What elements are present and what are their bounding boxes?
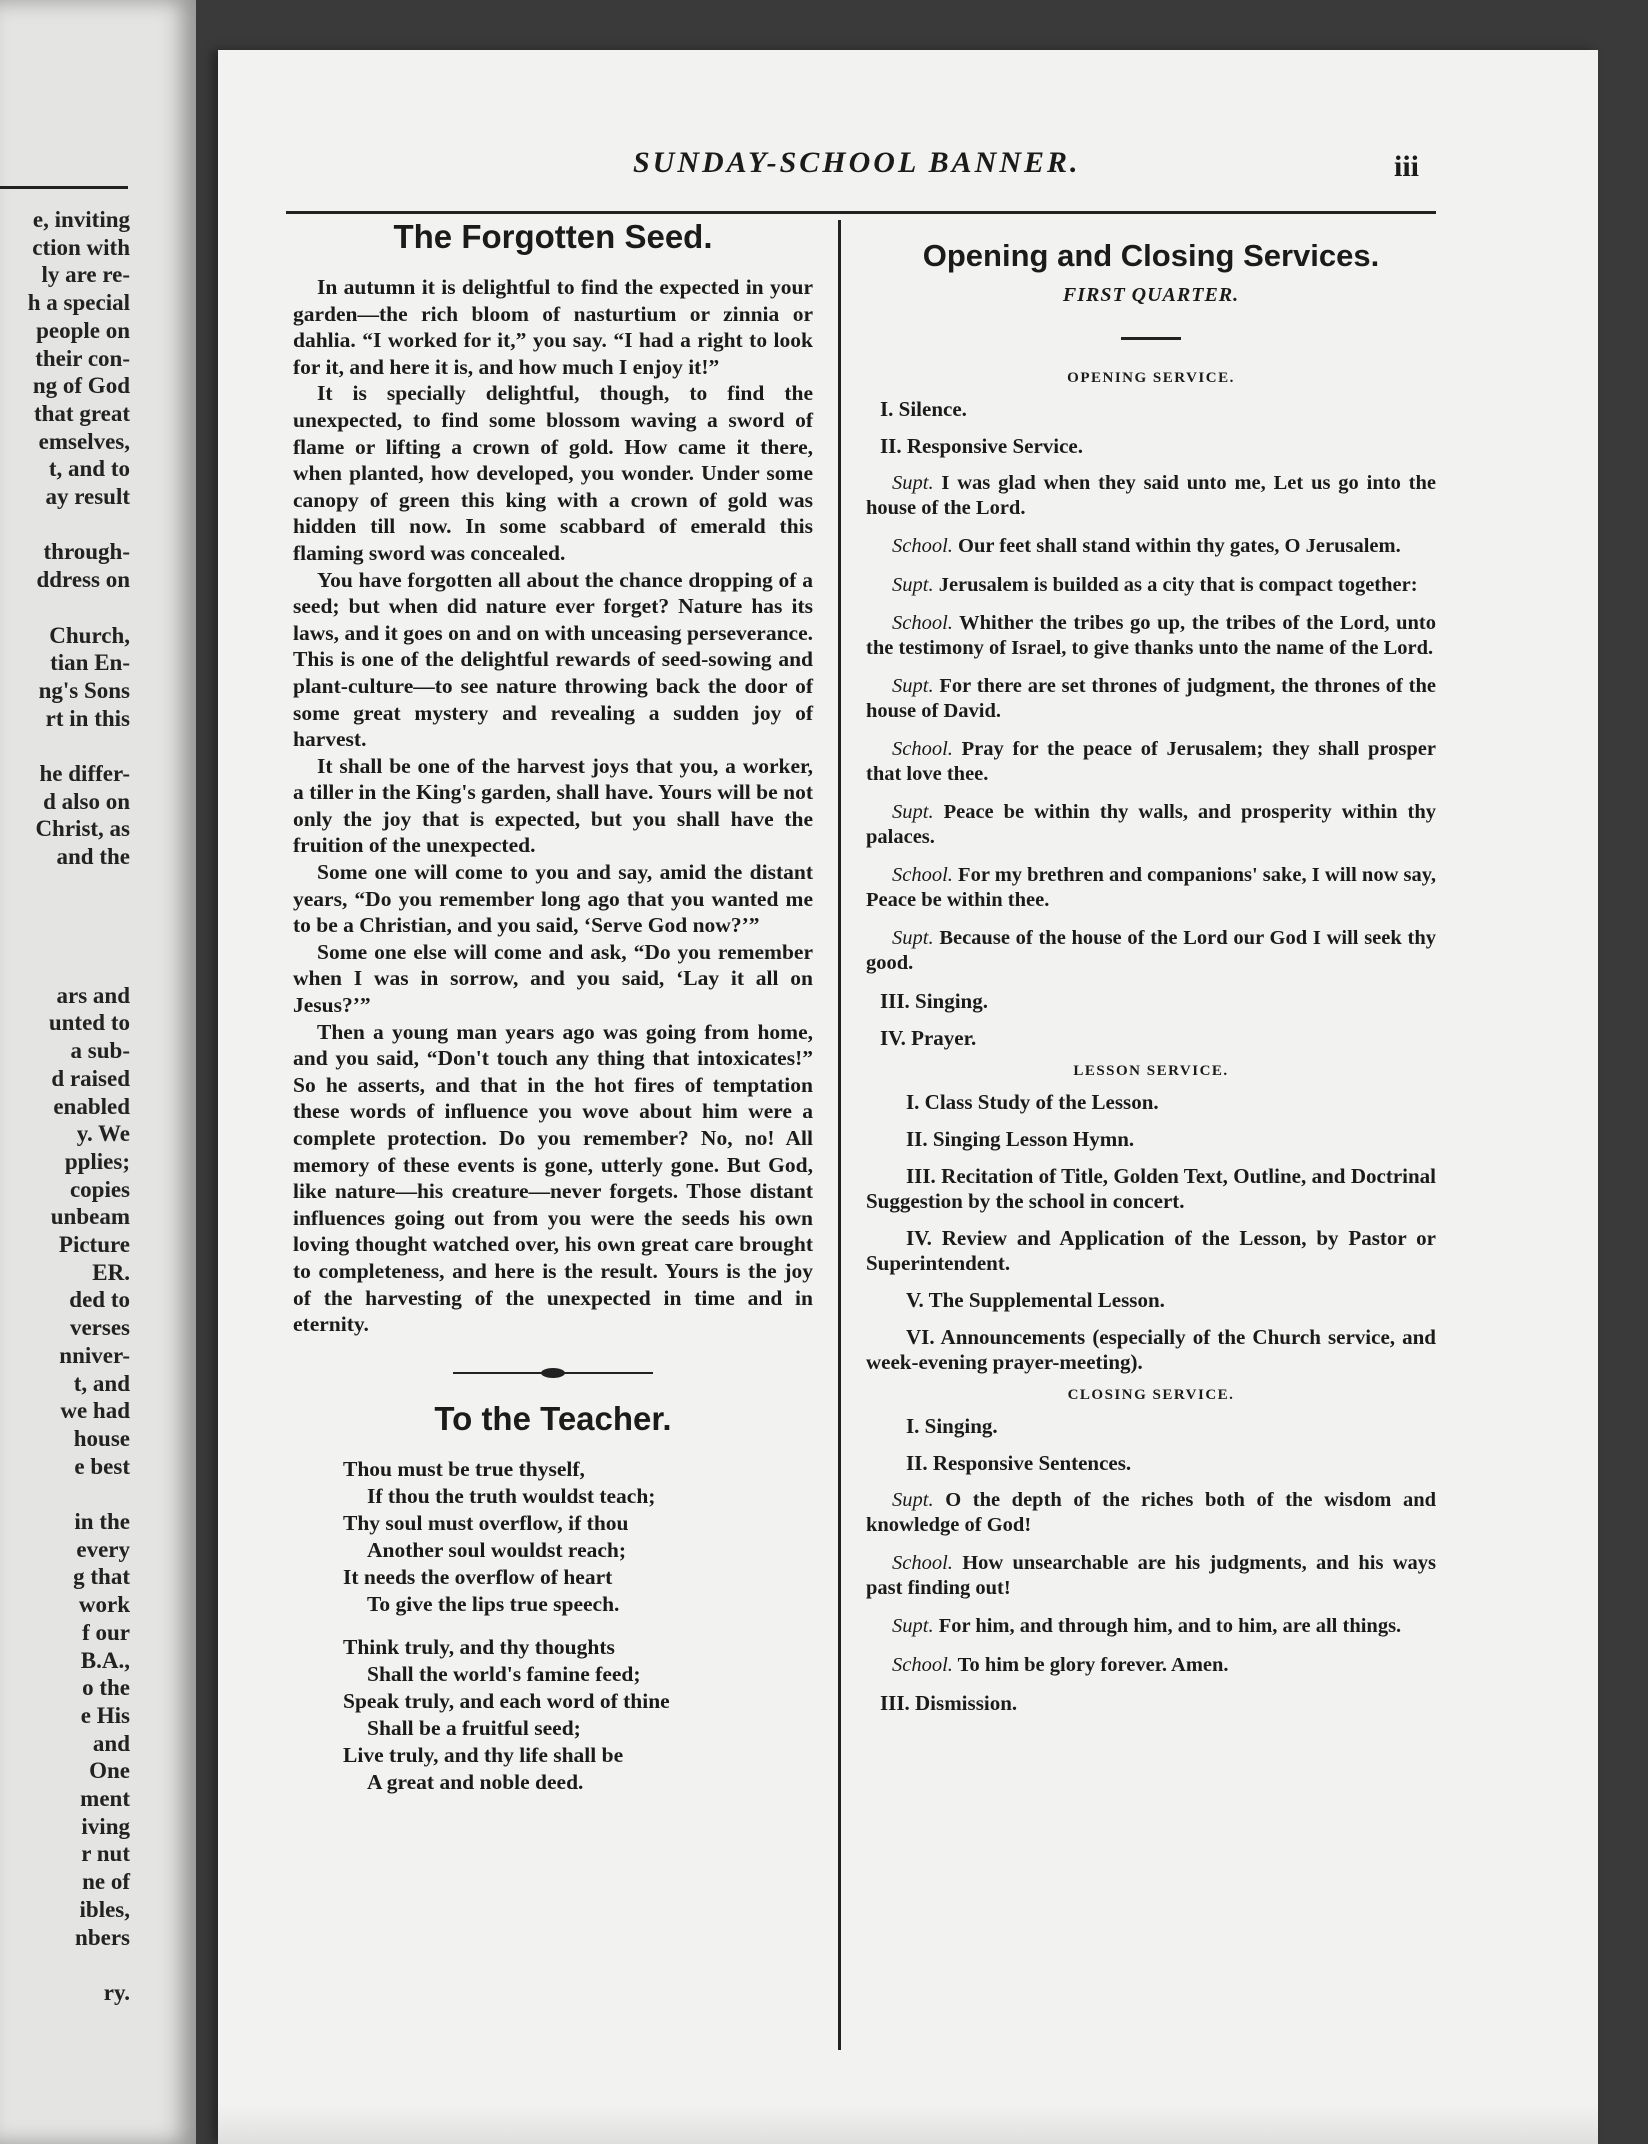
responsive-line	[866, 674, 1436, 723]
fragment-line	[28, 1951, 130, 1979]
fragment-line: ars and	[56, 982, 130, 1008]
speaker-label: Supt.	[892, 675, 934, 697]
fragment-line: B.A.,	[80, 1647, 130, 1673]
adjacent-page-text	[28, 206, 130, 2007]
short-rule	[1121, 337, 1181, 340]
paragraph: It shall be one of the harvest joys that you, a worker, a tiller in the King's garden, shall have. Yours will be not only the joy that is expected, but you shall have the fruition of the unexpected.	[293, 753, 813, 858]
fragment-line: ibles,	[79, 1896, 130, 1922]
response-text: Our feet shall stand within thy gates, O Jerusalem.	[952, 535, 1401, 557]
service-item: II. Responsive Sentences.	[906, 1451, 1132, 1475]
paragraph: You have forgotten all about the chance dropping of a seed; but when did nature ever forget? Nature has its laws, and it goes on and on with unceasing perseverance. This is one of the delightful rewards of seed-sowing and plant-culture—to see nature throwing back the door of some great mystery and revealing a sudden joy of harvest.	[293, 567, 813, 752]
responsive-line	[866, 800, 1436, 849]
service-item: I. Class Study of the Lesson.	[906, 1090, 1159, 1114]
fragment-line: ne of	[82, 1869, 130, 1895]
speaker-label: School.	[892, 535, 953, 557]
section-ornament	[453, 1366, 653, 1380]
service-item: I. Silence.	[880, 397, 967, 421]
poem-line: If thou the truth wouldst teach;	[367, 1483, 656, 1508]
poem-line: A great and noble deed.	[367, 1769, 584, 1794]
response-text: Jerusalem is builded as a city that is compact together:	[933, 573, 1418, 596]
services-title: Opening and Closing Services.	[922, 238, 1380, 273]
fragment-line: a sub-	[70, 1038, 130, 1064]
fragment-line	[28, 1480, 130, 1508]
poem-stanza	[343, 1456, 813, 1618]
service-item: II. Responsive Service.	[880, 434, 1083, 458]
poem-line: Live truly, and thy life shall be	[343, 1742, 624, 1767]
poem-line: Speak truly, and each word of thine	[343, 1688, 670, 1713]
responsive-line	[866, 1614, 1436, 1639]
poem-line: It needs the overflow of heart	[343, 1564, 613, 1589]
fragment-line: ng of God	[32, 373, 130, 399]
fragment-line: o the	[82, 1675, 130, 1701]
poem-line: Thou must be true thyself,	[343, 1456, 585, 1481]
fragment-line: that great	[33, 400, 130, 426]
speaker-label: Supt.	[892, 1489, 934, 1511]
speaker-label: School.	[892, 612, 953, 634]
responsive-line	[866, 1551, 1436, 1600]
column-rule	[838, 220, 841, 2050]
service-item: VI. Announcements (especially of the Church service, and week-evening prayer-meeting).	[866, 1325, 1436, 1374]
responsive-line	[866, 737, 1436, 786]
fragment-line: e best	[74, 1453, 130, 1479]
poem-line: Shall be a fruitful seed;	[367, 1715, 581, 1740]
fragment-line: work	[78, 1592, 130, 1618]
poem-to-the-teacher	[343, 1456, 813, 1796]
fragment-line: e, inviting	[32, 207, 130, 232]
speaker-label: Supt.	[892, 801, 934, 823]
poem-stanza	[343, 1634, 813, 1796]
fragment-line: iving	[81, 1813, 130, 1839]
service-item: III. Recitation of Title, Golden Text, Outline, and Doctrinal Suggestion by the school in concert.	[866, 1164, 1436, 1213]
fragment-line: Christ, as	[35, 816, 130, 842]
running-head	[218, 146, 1598, 186]
section-head-lesson: LESSON SERVICE.	[1073, 1063, 1229, 1079]
poem-line: Another soul wouldst reach;	[367, 1537, 627, 1562]
fragment-line: ry.	[103, 1980, 130, 2005]
magazine-page	[218, 50, 1598, 2144]
paragraph: In autumn it is delightful to find the expected in your garden—the rich bloom of nasturtium or zinnia or dahlia. “I worked for it,” you say. “I had a right to look for it, and here it is, and how much I enjoy it!”	[293, 275, 813, 379]
response-text: Whither the tribes go up, the tribes of the Lord, unto the testimony of Israel, to give thanks unto the name of the Lord.	[866, 612, 1436, 659]
adjacent-page-rule	[0, 186, 128, 189]
fragment-line: he differ-	[39, 761, 130, 787]
response-text: Pray for the peace of Jerusalem; they shall prosper that love thee.	[866, 738, 1436, 785]
speaker-label: School.	[892, 864, 953, 886]
fragment-line: r nut	[81, 1841, 130, 1867]
fragment-line: their con-	[35, 345, 130, 371]
fragment-line: people on	[36, 317, 130, 343]
service-item: III. Singing.	[880, 989, 988, 1013]
closing-responses	[866, 1488, 1436, 1677]
fragment-line: d raised	[51, 1065, 130, 1091]
section-head-closing: CLOSING SERVICE.	[1067, 1387, 1235, 1403]
adjacent-page-fragment	[0, 0, 196, 2144]
speaker-label: School.	[892, 1552, 953, 1574]
fragment-line: g that	[73, 1564, 130, 1590]
fragment-line: nbers	[75, 1924, 130, 1950]
fragment-line: emselves,	[38, 428, 130, 454]
fragment-line: ment	[80, 1786, 130, 1812]
response-text: For there are set thrones of judgment, the thrones of the house of David.	[866, 675, 1436, 722]
response-text: For him, and through him, and to him, are all things.	[933, 1615, 1402, 1637]
speaker-label: Supt.	[892, 573, 934, 596]
fragment-line: Church,	[49, 622, 130, 648]
fragment-line	[28, 732, 130, 760]
response-text: Because of the house of the Lord our God I will seek thy good.	[866, 927, 1436, 974]
poem-line: Shall the world's famine feed;	[367, 1661, 641, 1686]
fragment-line: f our	[82, 1619, 130, 1645]
service-item: IV. Prayer.	[880, 1026, 977, 1050]
fragment-line: ng's Sons	[38, 677, 130, 703]
paragraph: Some one will come to you and say, amid the distant years, “Do you remember long ago that you wanted me to be a Christian, and you said, ‘Serve God now?’”	[293, 860, 813, 938]
fragment-line	[28, 594, 130, 622]
poem-line: Think truly, and thy thoughts	[343, 1634, 615, 1659]
left-column	[293, 218, 813, 1812]
fragment-line: rt in this	[45, 705, 130, 731]
responsive-line	[866, 926, 1436, 975]
service-item: I. Singing.	[906, 1414, 998, 1438]
response-text: For my brethren and companions' sake, I will now say, Peace be within thee.	[866, 864, 1436, 911]
fragment-line: One	[89, 1758, 130, 1784]
fragment-line: verses	[69, 1315, 130, 1341]
paragraph: Some one else will come and ask, “Do you remember when I was in sorrow, and you said, ‘Lay it all on Jesus?’”	[293, 939, 813, 1018]
article-body-forgotten-seed	[293, 274, 813, 1338]
response-text: Peace be within thy walls, and prosperity within thy palaces.	[866, 801, 1436, 848]
poem-line: To give the lips true speech.	[367, 1591, 620, 1616]
fragment-line	[28, 899, 130, 927]
speaker-label: Supt.	[892, 1615, 934, 1637]
fragment-line: ER.	[92, 1259, 130, 1285]
fragment-line: copies	[69, 1176, 130, 1202]
fragment-line: unted to	[48, 1010, 130, 1036]
service-item: IV. Review and Application of the Lesson, by Pastor or Superintendent.	[866, 1226, 1436, 1275]
paragraph: It is specially delightful, though, to find the unexpected, to find some blossom waving a sword of flame or lifting a crown of gold. How came it there, when planted, how developed, you wonder. Under some canopy of green this king with a crown of gold was hidden till now. In some scabbard of emerald this flaming sword was concealed.	[293, 381, 813, 565]
fragment-line	[28, 511, 130, 539]
fragment-line: nniver-	[59, 1342, 130, 1368]
fragment-line: and	[92, 1730, 130, 1756]
fragment-line: ded to	[69, 1287, 130, 1313]
fragment-line: every	[76, 1536, 130, 1562]
quarter-label: FIRST QUARTER.	[1062, 284, 1240, 306]
speaker-label: Supt.	[892, 927, 934, 949]
running-title: SUNDAY-SCHOOL BANNER.	[633, 146, 1081, 179]
poem-line: Thy soul must overflow, if thou	[343, 1510, 629, 1535]
opening-responses	[866, 471, 1436, 975]
right-column	[866, 238, 1436, 1728]
fragment-line: house	[73, 1425, 130, 1451]
header-rule	[286, 211, 1436, 214]
section-head-opening: OPENING SERVICE.	[1067, 370, 1235, 386]
fragment-line: Picture	[58, 1232, 130, 1258]
response-text: To him be glory forever. Amen.	[952, 1653, 1229, 1676]
fragment-line: and the	[56, 844, 130, 870]
responsive-line	[866, 863, 1436, 912]
service-item: II. Singing Lesson Hymn.	[906, 1127, 1135, 1151]
fragment-line: e His	[80, 1702, 130, 1728]
responsive-line	[866, 611, 1436, 660]
responsive-line	[866, 534, 1436, 559]
speaker-label: Supt.	[892, 472, 934, 494]
fragment-line: t, and to	[48, 456, 130, 482]
paragraph: Then a young man years ago was going from home, and you said, “Don't touch any thing that intoxicates!” So he asserts, and that in the hot fires of temptation these words of influence you wove about him were a complete protection. Do you remember? No, no! All memory of these events is gone, utterly gone. But God, like nature—his creature—never forgets. Those distant influences going out from you were the seeds his own loving thought watched over, his own great care brought to completeness, and here is the result. Yours is the joy of the harvesting of the unexpected in time and in eternity.	[293, 1019, 813, 1337]
fragment-line: tian En-	[50, 650, 130, 676]
speaker-label: School.	[892, 738, 953, 760]
fragment-line: t, and	[73, 1370, 130, 1396]
fragment-line	[28, 871, 130, 899]
fragment-line: ction with	[32, 234, 130, 260]
fragment-line: ly are re-	[41, 262, 130, 288]
fragment-line: we had	[60, 1398, 130, 1424]
fragment-line	[28, 926, 130, 954]
fragment-line: h a special	[27, 290, 130, 316]
page-number: iii	[1394, 150, 1420, 183]
speaker-label: School.	[892, 1653, 953, 1676]
fragment-line: d also on	[43, 788, 130, 814]
article-title-to-the-teacher: To the Teacher.	[434, 1399, 672, 1437]
response-text: O the depth of the riches both of the wisdom and knowledge of God!	[866, 1489, 1436, 1536]
fragment-line: ddress on	[36, 567, 130, 593]
response-text: I was glad when they said unto me, Let us go into the house of the Lord.	[866, 472, 1436, 519]
fragment-line: ay result	[45, 484, 130, 510]
service-item: V. The Supplemental Lesson.	[906, 1288, 1165, 1312]
responsive-line	[866, 573, 1436, 598]
fragment-line	[28, 954, 130, 982]
responsive-line	[866, 471, 1436, 520]
fragment-line: pplies;	[64, 1148, 130, 1174]
fragment-line: enabled	[53, 1093, 130, 1119]
response-text: How unsearchable are his judgments, and his ways past finding out!	[866, 1552, 1436, 1599]
service-item: III. Dismission.	[880, 1691, 1018, 1715]
fragment-line: y. We	[76, 1121, 130, 1147]
fragment-line: in the	[74, 1509, 130, 1535]
fragment-line: unbeam	[50, 1204, 130, 1230]
article-title-forgotten-seed: The Forgotten Seed.	[393, 218, 713, 255]
fragment-line: through-	[43, 539, 130, 565]
responsive-line	[866, 1488, 1436, 1537]
responsive-line	[866, 1653, 1436, 1678]
